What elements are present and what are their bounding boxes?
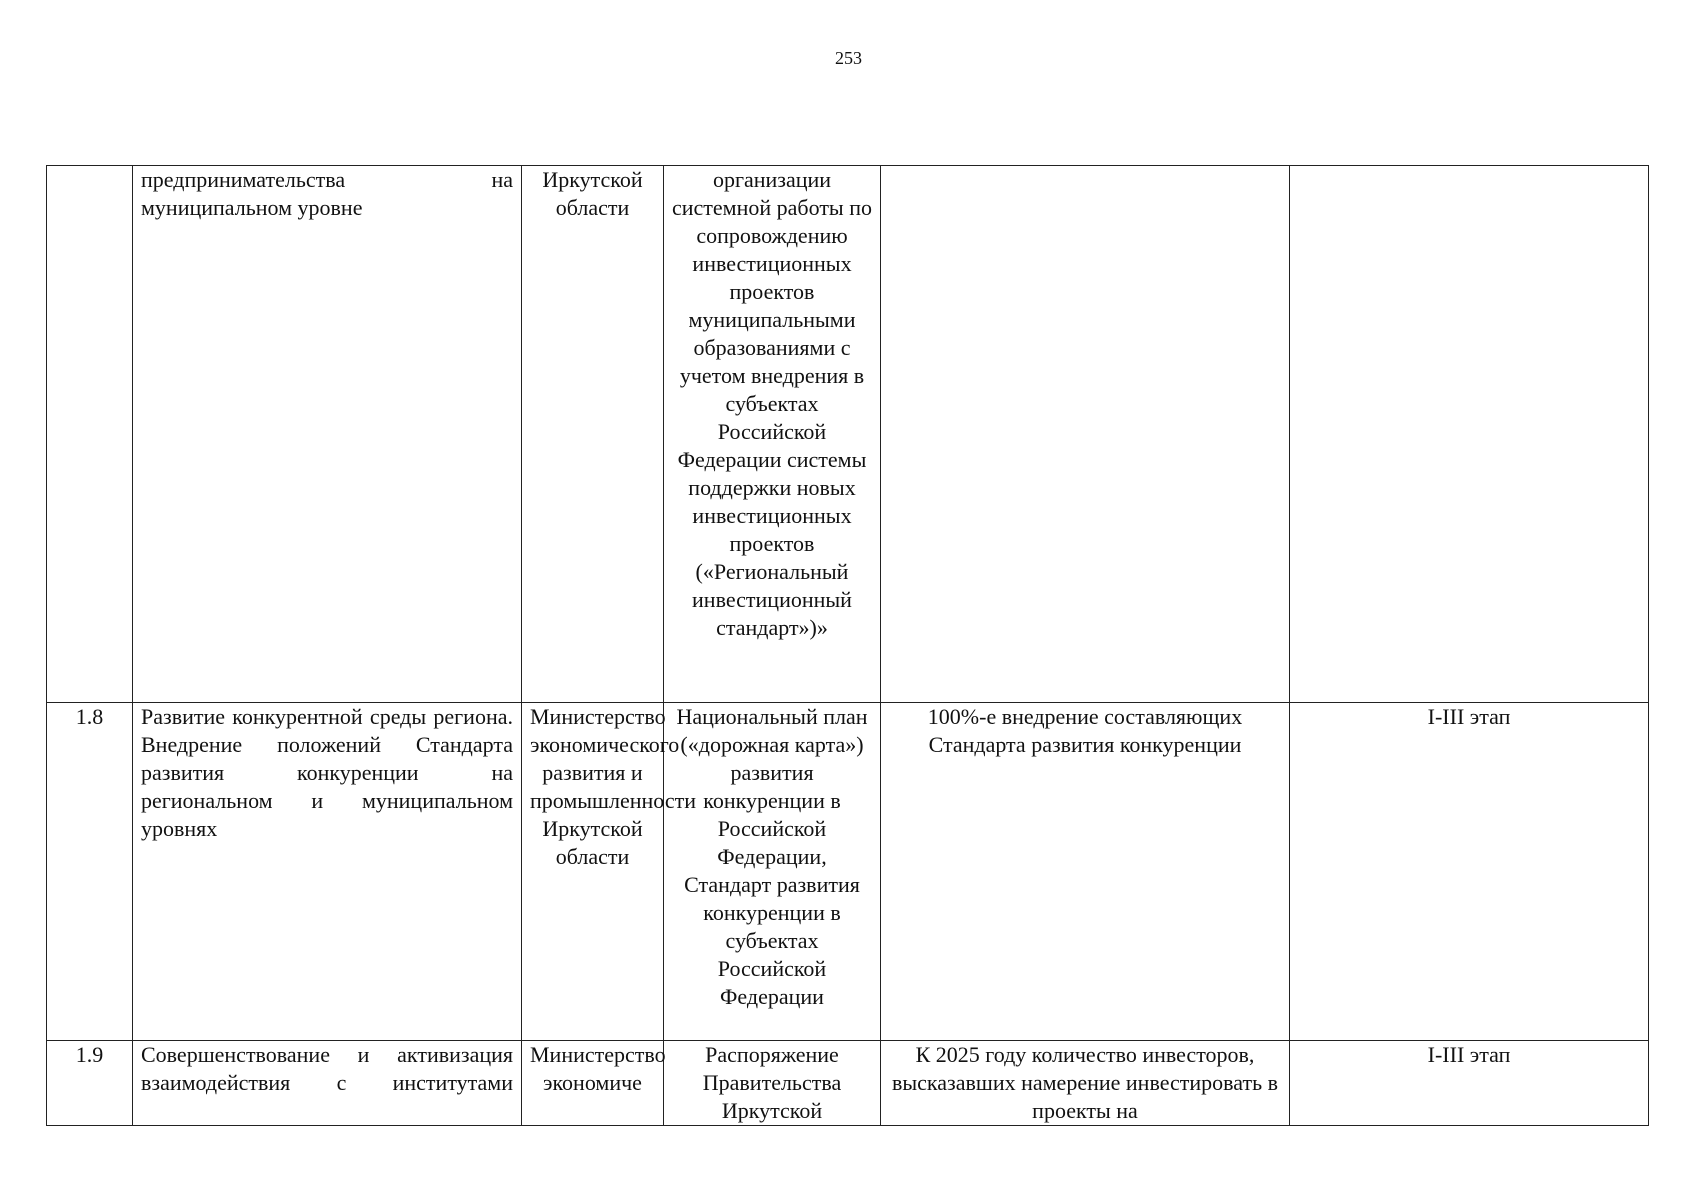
measure-cell: Совершенствование и активизация взаимодействия с институтами xyxy=(133,1041,522,1126)
basis-cell: Национальный план («дорожная карта») развития конкуренции в Российской Федерации, Стандарт развития конкуренции в субъектах Российской Федерации xyxy=(664,703,881,1041)
stage-cell: I-III этап xyxy=(1290,1041,1649,1126)
page-number: 253 xyxy=(835,48,862,68)
row-number xyxy=(47,166,133,703)
basis-cell: Распоряжение Правительства Иркутской xyxy=(664,1041,881,1126)
responsible-cell: Иркутской области xyxy=(522,166,664,703)
row-number: 1.8 xyxy=(47,703,133,1041)
measure-cell xyxy=(133,166,522,703)
result-cell: К 2025 году количество инвесторов, высказавших намерение инвестировать в проекты на xyxy=(881,1041,1290,1126)
table-row xyxy=(47,1041,1649,1126)
measure-cell: Развитие конкурентной среды региона. Внедрение положений Стандарта развития конкуренции на региональном и муниципальном уровнях xyxy=(133,703,522,1041)
table-row xyxy=(47,166,1649,703)
measure-line: предпринимательства на xyxy=(141,167,513,192)
responsible-cell: Министерство экономиче xyxy=(522,1041,664,1126)
table-row xyxy=(47,703,1649,1041)
result-cell: 100%-е внедрение составляющих Стандарта развития конкуренции xyxy=(881,703,1290,1041)
measure-line: муниципальном уровне xyxy=(141,195,363,220)
measures-table xyxy=(46,165,1649,1126)
stage-cell: I-III этап xyxy=(1290,703,1649,1041)
row-number: 1.9 xyxy=(47,1041,133,1126)
responsible-cell: Министерство экономического развития и промышленности Иркутской области xyxy=(522,703,664,1041)
result-cell xyxy=(881,166,1290,703)
stage-cell xyxy=(1290,166,1649,703)
basis-cell: организации системной работы по сопровождению инвестиционных проектов муниципальными образованиями с учетом внедрения в субъектах Российской Федерации системы поддержки новых инвестиционных проектов («Региональный инвестиционный стандарт»)» xyxy=(664,166,881,703)
